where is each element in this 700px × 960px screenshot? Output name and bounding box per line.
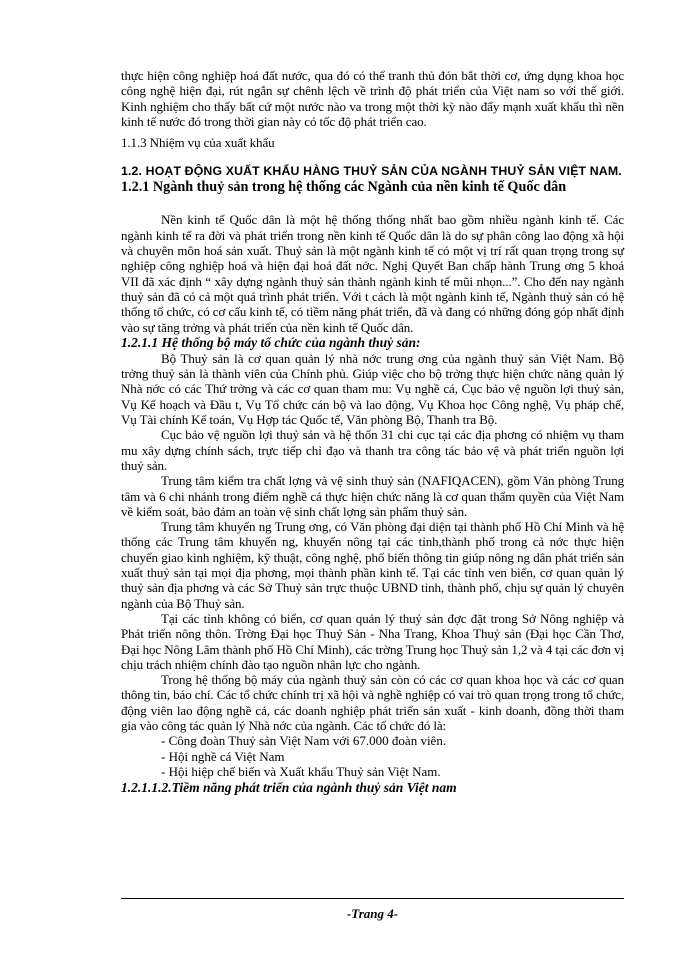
paragraph-1: Nền kinh tế Quốc dân là một hệ thống thống nhất bao gồm nhiều ngành kinh tế. Các ngành kinh tế ra đời và phát triển trong nền kinh tế Quốc dân là do sự phân công lao động xã hội và chuyên môn hoá sản xuất. Thuỷ sản là một ngành kinh tế có một vị trí rất quan trọng trong sự nghiệp công nghiệp hoá và hiện đại hoá đất nớc. Nghị Quyết Ban chấp hành Trung ơng 5 khoá VII đã xác định “ xây dựng ngành thuỷ sản thành ngành kinh tế mũi nhọn...”. Cho đến nay ngành thuỷ sản đã có cả một quá trình phát triển. Với t cách là một ngành kinh tế, Ngành thuỷ sản có hệ thống tổ chức, có cơ cấu kinh tế, có tiềm năng phát triển, đã và đang có những đóng góp nhất định vào sự tăng trởng và phát triển của nền kinh tế Quốc dân. [121, 212, 624, 335]
section-1211-heading: 1.2.1.1 Hệ thống bộ máy tổ chức của ngành thuỷ sản: [121, 334, 421, 350]
paragraph-6: Tại các tỉnh không có biển, cơ quan quản lý thuỷ sản đợc đặt trong Sở Nông nghiệp và Phát triển nông thôn. Trờng Đại học Thuỷ Sản - Nha Trang, Khoa Thuỷ sản (Đại học Cần Thơ, Đại học Nông Lâm thành phố Hồ Chí Minh), các trờng Trung học Thuỷ sản 1,2 và 4 tại các đơn vị chịu trách nhiệm chính đào tạo nguồn nhân lực cho ngành. [121, 610, 624, 672]
section-12-title: 1.2. HOẠT ĐỘNG XUẤT KHẨU HÀNG THUỶ SẢN CỦA NGÀNH THUỶ SẢN VIỆT NAM. [121, 164, 622, 179]
footer-divider [121, 898, 624, 899]
paragraph-4: Trung tâm kiểm tra chất lợng và vệ sinh thuỷ sản (NAFIQACEN), gồm Văn phòng Trung tâm và 6 chi nhánh trong điểm nghề cá thực hiện chức năng là cơ quan thẩm quyền của Việt Nam về kiểm soát, bảo đảm an toàn vệ sinh chất lợng sản phẩm thuỷ sản. [121, 473, 624, 519]
intro-paragraph: thực hiện công nghiệp hoá đất nước, qua đó có thể tranh thủ đón bắt thời cơ, ứng dụng khoa học công nghệ hiện đại, rút ngắn sự chênh lệch về trình độ phát triển của Việt nam so với thế giới. Kinh nghiệm cho thấy bất cứ một nước nào va trong một thời kỳ nào đẩy mạnh xuất khẩu thì nền kinh tế nước đó trong thời gian này có tốc độ phát triển cao. [121, 68, 624, 129]
page-number: -Trang 4- [346, 906, 399, 921]
paragraph-5: Trung tâm khuyến ng Trung ơng, có Văn phòng đại diện tại thành phố Hồ Chí Minh và hệ thống các Trung tâm khuyến ng, khuyến nông tại các tỉnh,thành phố trong cả nớc thực hiện chuyển giao kinh nghiệm, kỹ thuật, công nghệ, phổ biến thông tin giúp nông ng dân phát triển sản xuất thuỷ sản tại mọi địa phơng, mọi thành phần kinh tế. Tại các tỉnh ven biển, cơ quan quản lý thuỷ sản địa phơng và các Sở Thuỷ sản trực thuộc UBND tỉnh, thành phố, chịu sự quản lý chuyên ngành của Bộ Thuỷ sản. [121, 519, 624, 611]
list-item: - Hội nghề cá Việt Nam [161, 748, 285, 764]
list-item: - Hội hiệp chế biến và Xuất khẩu Thuỷ sản Việt Nam. [161, 764, 441, 780]
section-121-title: 1.2.1 Ngành thuỷ sản trong hệ thống các Ngành của nền kinh tế Quốc dân [121, 179, 567, 196]
paragraph-3: Cục bảo vệ nguồn lợi thuỷ sản và hệ thốn 31 chi cục tại các địa phơng có nhiệm vụ tham mu xây dựng chính sách, trực tiếp chỉ đạo và thanh tra công tác bảo vệ và phát triển nguồn lợi thuỷ sản. [121, 427, 624, 473]
paragraph-2: Bộ Thuỷ sản là cơ quan quản lý nhà nớc trung ơng của ngành thuỷ sản Việt Nam. Bộ trởng thuỷ sản là thành viên của Chính phủ. Giúp việc cho bộ trởng thực hiện chức năng quản lý Nhà nớc có các Thứ trởng và các cơ quan tham mu: Vụ nghề cá, Cục bảo vệ nguồn lợi thuỷ sản, Vụ Kế hoạch và Đầu t, Vụ Tổ chức cán bộ và lao động, Vụ Khoa học Công nghệ, Vụ pháp chế, Vụ Tài chính Kế toán, Vụ Hợp tác Quốc tế, Văn phòng Bộ, Thanh tra Bộ. [121, 350, 624, 428]
paragraph-7: Trong hệ thống bộ máy của ngành thuỷ sản còn có các cơ quan khoa học và các cơ quan thông tin, báo chí. Các tổ chức chính trị xã hội và nghề nghiệp có vai trò quan trọng trong tổ chức, động viên lao động nghề cá, các doanh nghiệp phát triển sản xuất - kinh doanh, đồng thời tham gia vào công tác quản lý Nhà nớc của ngành. Các tổ chức đó là: [121, 672, 624, 733]
section-113-heading: 1.1.3 Nhiệm vụ của xuất khẩu [121, 135, 275, 151]
section-12112-heading: 1.2.1.1.2.Tiềm năng phát triển của ngành thuỷ sản Việt nam [121, 779, 457, 795]
body-content [121, 212, 624, 795]
organization-list [161, 733, 624, 780]
list-item: - Công đoàn Thuỷ sản Việt Nam với 67.000 đoàn viên. [161, 733, 447, 749]
